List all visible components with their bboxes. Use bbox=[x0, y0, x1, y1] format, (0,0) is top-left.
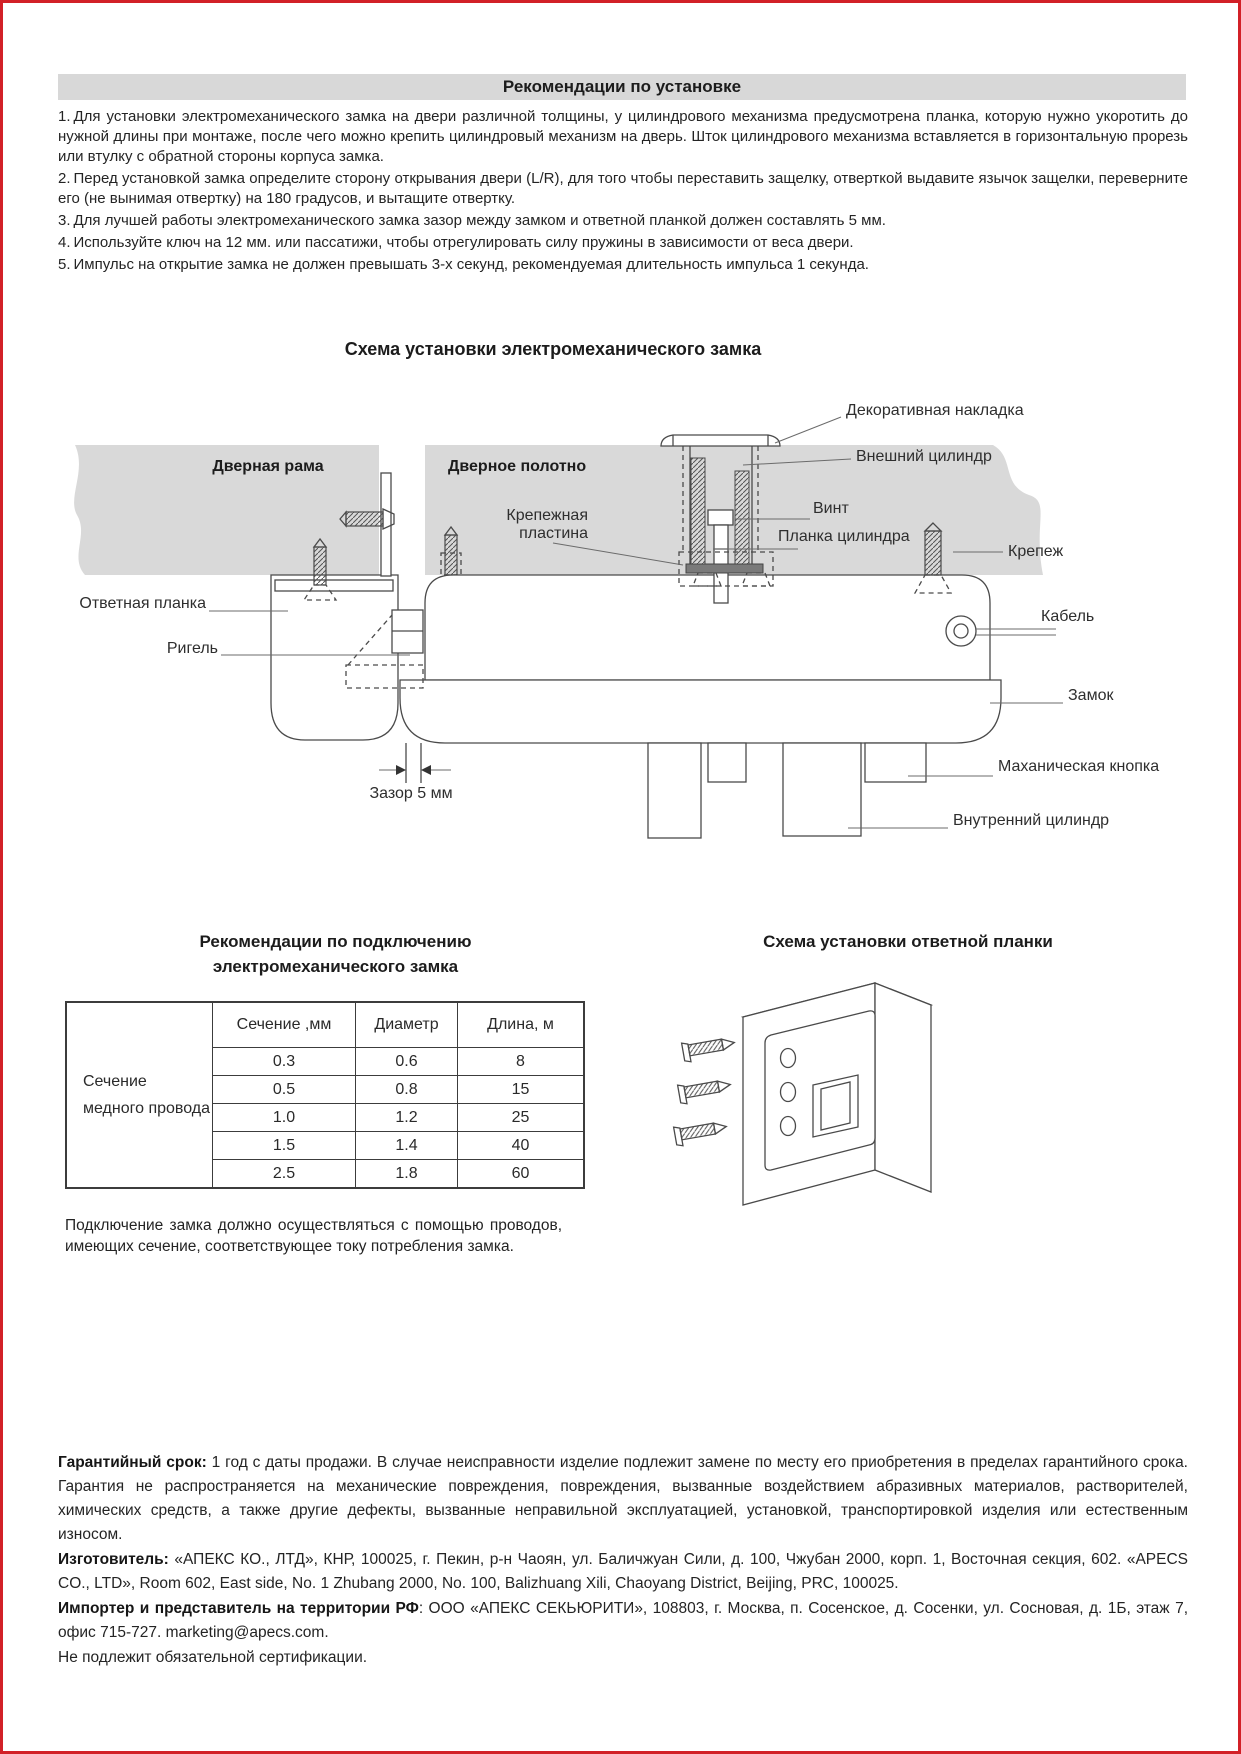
item-number: 4. bbox=[58, 234, 71, 251]
item-text: Используйте ключ на 12 мм. или пассатижи, чтобы отрегулировать силу пружины в зависимости от веса двери. bbox=[73, 234, 854, 251]
cable-shape bbox=[946, 616, 1056, 646]
importer-paragraph bbox=[58, 1597, 1188, 1645]
decorative-cover-label: Декоративная накладка bbox=[846, 402, 1024, 419]
gap-label: Зазор 5 мм bbox=[369, 785, 453, 802]
item-number: 5. bbox=[58, 256, 71, 273]
footer-block bbox=[58, 1451, 1188, 1671]
lock-label: Замок bbox=[1068, 687, 1114, 704]
install-diagram-title: Схема установки электромеханического замка bbox=[344, 339, 762, 359]
warranty-paragraph bbox=[58, 1451, 1188, 1547]
instruction-item bbox=[58, 169, 1188, 209]
strike-screw-1 bbox=[682, 1034, 737, 1063]
item-text: Для лучшей работы электромеханического замка зазор между замком и ответной планкой должен составлять 5 мм. bbox=[73, 212, 886, 229]
table-cell: 60 bbox=[458, 1160, 585, 1189]
strike-screw-3 bbox=[674, 1118, 729, 1147]
table-row-header: Сечение медного провода bbox=[66, 1002, 213, 1188]
item-number: 1. bbox=[58, 108, 71, 125]
outer-cylinder-label: Внешний цилиндр bbox=[856, 448, 992, 465]
cable-label: Кабель bbox=[1041, 608, 1095, 625]
warranty-label: Гарантийный срок: bbox=[58, 1454, 207, 1471]
instruction-item bbox=[58, 211, 1188, 231]
door-frame-label: Дверная рама bbox=[212, 458, 324, 475]
section-header-install-title: Рекомендации по установке bbox=[502, 77, 742, 96]
mechanical-button-label: Маханическая кнопка bbox=[998, 758, 1160, 775]
wire-section-table bbox=[65, 1001, 585, 1189]
strike-diagram-title: Схема установки ответной планки bbox=[763, 932, 1053, 951]
item-text: Для установки электромеханического замка на двери различной толщины, у цилиндрового механизма предусмотрена планка, которую нужно укоротить до нужной длины при монтаже, после чего можно крепить цилиндровый механизм на дверь. Шток цилиндрового механизма вставляется в горизонтальную прорезь или втулку с обратной стороны корпуса замка. bbox=[58, 108, 1188, 165]
section-header-install bbox=[58, 74, 1186, 100]
connection-section-title bbox=[58, 929, 613, 979]
table-cell: 2.5 bbox=[213, 1160, 356, 1189]
strike-plate-diagram bbox=[643, 955, 1043, 1250]
manufacturer-label: Изготовитель: bbox=[58, 1551, 169, 1568]
table-cell: 0.8 bbox=[356, 1076, 458, 1104]
inner-cylinder-label: Внутренний цилиндр bbox=[953, 812, 1110, 829]
inner-cylinder-shape bbox=[648, 743, 861, 838]
table-cell: 0.5 bbox=[213, 1076, 356, 1104]
lock-installation-diagram bbox=[53, 353, 1193, 848]
instructions-list bbox=[58, 107, 1188, 277]
door-leaf-label: Дверное полотно bbox=[448, 458, 587, 475]
instruction-item bbox=[58, 233, 1188, 253]
lock-body-shape bbox=[400, 575, 1001, 743]
importer-text: : ООО «АПЕКС СЕКЬЮРИТИ», 108803, г. Москва, п. Сосенское, д. Сосенки, ул. Сосновая, д. 1Б, этаж 7, офис 715-727. marketing@apecs.com. bbox=[58, 1600, 1188, 1641]
item-number: 3. bbox=[58, 212, 71, 229]
strike-box-3d bbox=[743, 983, 931, 1205]
certification-paragraph: Не подлежит обязательной сертификации. bbox=[58, 1649, 368, 1666]
table-cell: 0.6 bbox=[356, 1048, 458, 1076]
table-cell: 1.4 bbox=[356, 1132, 458, 1160]
table-cell: 1.0 bbox=[213, 1104, 356, 1132]
item-text: Перед установкой замка определите сторону открывания двери (L/R), для того чтобы переставить защелку, отверткой выдавите язычок защелки, переверните его (не вынимая отвертку) на 180 градусов, и вытащите отвертку. bbox=[58, 170, 1188, 207]
warranty-text: 1 год с даты продажи. В случае неисправности изделие подлежит замене по месту его приобретения в пределах гарантийного срока. Гарантия не распространяется на механические повреждения, повреждения, вызванные воздействием абразивных материалов, растворителей, химических средств, а также другие дефекты, вызванные неправильной эксплуатацией, установкой, транспортировкой изделия или естественным износом. bbox=[58, 1454, 1188, 1543]
bolt-label: Ригель bbox=[166, 640, 218, 657]
connection-note: Подключение замка должно осуществляться с помощью проводов, имеющих сечение, соответствующее току потребления замка. bbox=[65, 1216, 562, 1255]
connection-title-line2: электромеханического замка bbox=[212, 957, 459, 976]
table-cell: 8 bbox=[458, 1048, 585, 1076]
cylinder-bar-label: Планка цилиндра bbox=[778, 528, 910, 545]
item-text: Импульс на открытие замка не должен превышать 3-х секунд, рекомендуемая длительность импульса 1 секунда. bbox=[73, 256, 869, 273]
column-header: Диаметр bbox=[356, 1002, 458, 1048]
fastener-label: Крепеж bbox=[1008, 543, 1064, 560]
table-cell: 1.2 bbox=[356, 1104, 458, 1132]
screw-label: Винт bbox=[813, 500, 849, 517]
strike-screw-2 bbox=[678, 1076, 733, 1105]
column-header: Сечение ,мм bbox=[213, 1002, 356, 1048]
instruction-item bbox=[58, 107, 1188, 167]
gap-dimension bbox=[369, 743, 452, 802]
table-cell: 0.3 bbox=[213, 1048, 356, 1076]
importer-label: Импортер и представитель на территории РФ bbox=[58, 1600, 419, 1617]
table-cell: 40 bbox=[458, 1132, 585, 1160]
connection-title-line1: Рекомендации по подключению bbox=[199, 932, 472, 951]
column-header: Длина, м bbox=[458, 1002, 585, 1048]
item-number: 2. bbox=[58, 170, 71, 187]
manufacturer-text: «АПЕКС КО., ЛТД», КНР, 100025, г. Пекин, р-н Чаоян, ул. Баличжуан Сили, д. 100, Чжубан 2000, корп. 1, Восточная секция, 602. «APECS CO., LTD», Room 602, East side, No. 1 Zhubang 2000, No. 100, Balizhuang Xili, Chaoyang District, Beijing, PRC, 100025. bbox=[58, 1551, 1188, 1592]
table-cell: 25 bbox=[458, 1104, 585, 1132]
table-cell: 1.8 bbox=[356, 1160, 458, 1189]
table-cell: 15 bbox=[458, 1076, 585, 1104]
manufacturer-paragraph bbox=[58, 1548, 1188, 1596]
table-header-row bbox=[66, 1002, 584, 1048]
table-cell: 1.5 bbox=[213, 1132, 356, 1160]
mounting-plate-label-2: пластина bbox=[519, 525, 588, 542]
strike-plate-label: Ответная планка bbox=[79, 595, 206, 612]
instruction-item bbox=[58, 255, 1188, 275]
mounting-plate-label-1: Крепежная bbox=[506, 507, 588, 524]
